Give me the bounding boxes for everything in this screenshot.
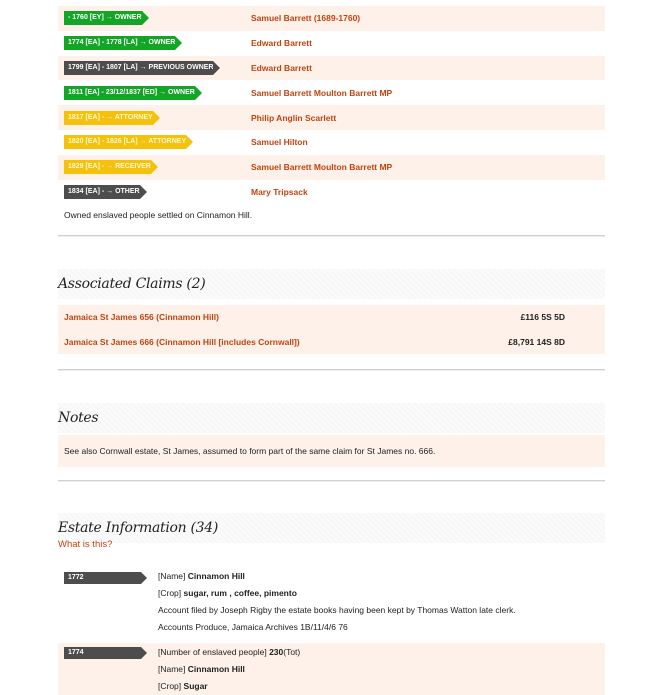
field-label: [Number of enslaved people] [158,647,267,657]
estate-line [158,568,516,585]
field-label: [Crop] [158,588,182,598]
field-value: Cinnamon Hill [187,571,245,581]
owner-link[interactable]: Samuel Hilton [251,137,308,148]
estate-line: Accounts Produce, Jamaica Archives 1B/11/4/6 76 [158,622,348,632]
estate-details [158,568,516,636]
owner-link[interactable]: Samuel Barrett Moulton Barrett MP [251,162,393,173]
estate-entry [58,643,605,695]
owner-tag: 1799 [EA] - 1807 [LA] → PREVIOUS OWNER [64,61,213,75]
divider [58,369,605,371]
field-value: 230 [269,647,284,657]
owner-row [58,155,605,180]
notes-text: See also Cornwall estate, St James, assumed to form part of the same claim for St James no. 666. [58,435,605,467]
owner-row [58,180,605,205]
owner-link[interactable]: Philip Anglin Scarlett [251,112,337,123]
claim-link[interactable]: Jamaica St James 656 (Cinnamon Hill) [64,312,219,323]
owner-tag: 1820 [EA] - 1826 [LA] → ATTORNEY [64,135,186,149]
estate-line [158,644,300,661]
claims-heading: Associated Claims (2) [58,276,206,292]
field-suffix: (Tot) [283,647,301,657]
owner-link[interactable]: Samuel Barrett Moulton Barrett MP [251,87,393,98]
estate-line: Account filed by Joseph Rigby the estate books having been kept by Thomas Watton late clerk. [158,605,516,615]
owner-link[interactable]: Samuel Barrett (1689-1760) [251,13,361,24]
owner-row [58,6,605,31]
owners-list [58,6,605,220]
owner-link[interactable]: Mary Tripsack [251,186,308,197]
estate-line [158,585,516,602]
estate-entry [58,568,605,643]
field-label: [Name] [158,571,186,581]
claim-amount: £8,791 14S 8D [508,336,565,347]
owner-row [58,105,605,130]
field-value: sugar, rum , coffee, pimento [183,588,297,598]
claim-amount: £116 5S 5D [520,312,565,323]
claim-link[interactable]: Jamaica St James 666 (Cinnamon Hill [includes Cornwall]) [64,336,300,347]
owner-row [58,31,605,56]
owner-row [58,56,605,81]
owner-link[interactable]: Edward Barrett [251,38,312,49]
owner-row [58,130,605,155]
claims-list [58,305,605,354]
owner-row [58,80,605,105]
owner-tag: - 1760 [EY] → OWNER [64,11,142,25]
estate-heading: Estate Information (34) [58,520,219,536]
estate-line [158,678,300,695]
field-label: [Crop] [158,681,182,691]
year-tag: 1774 [64,647,141,659]
divider [58,480,605,482]
field-value: Sugar [183,681,208,691]
what-is-this-link[interactable]: What is this? [58,539,113,550]
field-label: [Name] [158,664,186,674]
owner-tag: 1811 [EA] - 23/12/1837 [ED] → OWNER [64,86,195,100]
owner-link[interactable]: Edward Barrett [251,62,312,73]
estate-line [158,661,300,678]
owner-tag: 1829 [EA] - → RECEIVER [64,160,151,174]
claim-row [58,305,605,330]
owner-tag: 1817 [EA] - → ATTORNEY [64,111,153,125]
year-tag: 1772 [64,572,141,584]
claim-row [58,330,605,355]
owner-tag: 1774 [EA] - 1778 [LA] → OWNER [64,36,175,50]
field-value: Cinnamon Hill [187,664,245,674]
estate-header [58,513,605,543]
estate-details [158,644,300,695]
notes-header [58,403,605,433]
owners-note: Owned enslaved people settled on Cinnamon Hill. [64,210,253,221]
divider [58,235,605,237]
owner-tag: 1834 [EA] - → OTHER [64,185,140,199]
claims-header [58,269,605,299]
notes-heading: Notes [58,410,99,426]
